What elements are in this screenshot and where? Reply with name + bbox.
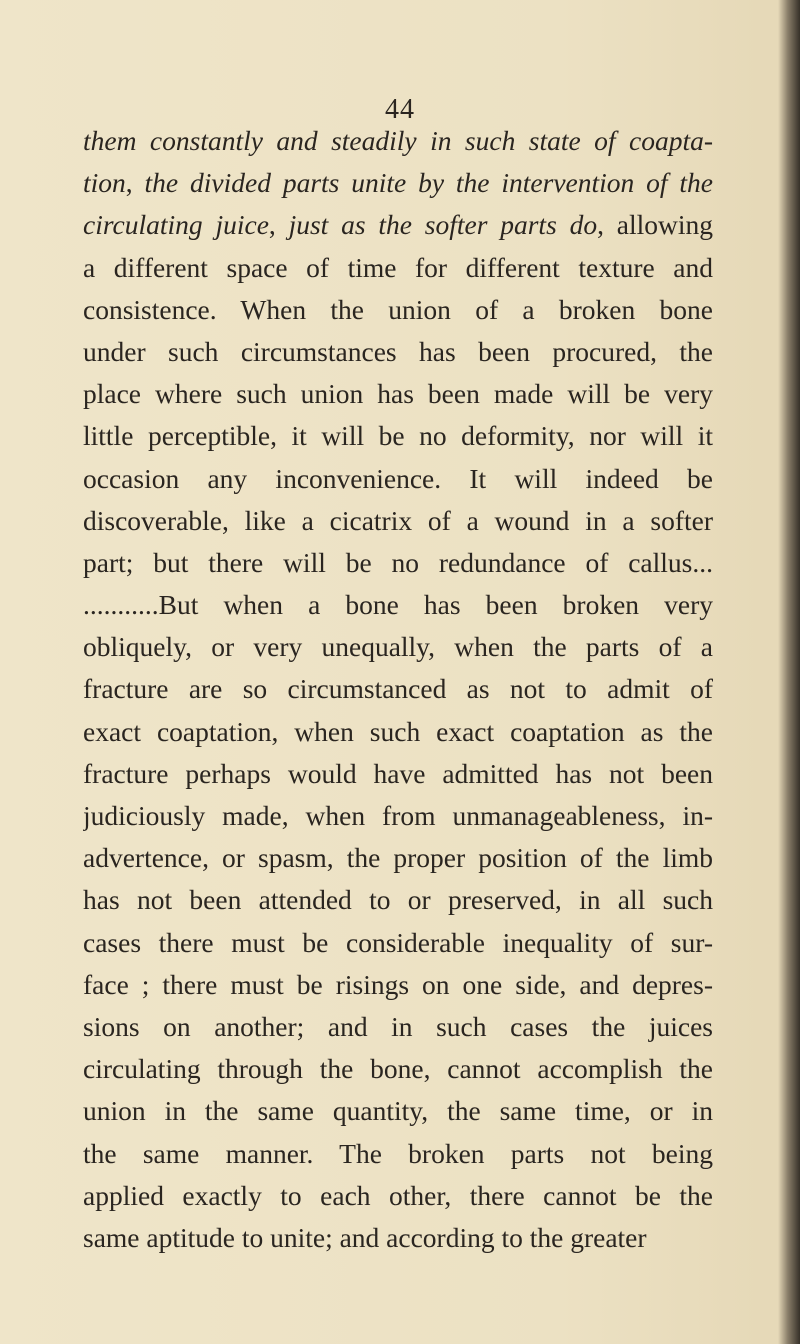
text-line bbox=[83, 500, 713, 542]
text-line bbox=[83, 162, 713, 204]
text-line bbox=[83, 247, 713, 289]
text-line bbox=[83, 584, 713, 626]
text-run: , allowing bbox=[597, 209, 713, 241]
text-run: under such circumstances has been procured, the bbox=[83, 335, 713, 367]
text-line bbox=[83, 837, 713, 879]
page-edge-shadow bbox=[778, 0, 800, 1344]
text-line bbox=[83, 373, 713, 415]
text-line bbox=[83, 542, 713, 584]
text-run: face ; there must be risings on one side, and depres- bbox=[83, 968, 713, 1000]
text-run: same aptitude to unite; and according to the greater bbox=[83, 1221, 647, 1253]
text-line bbox=[83, 1175, 713, 1217]
text-run: sions on another; and in such cases the juices bbox=[83, 1010, 713, 1042]
italic-text: just as the softer parts do bbox=[288, 209, 598, 241]
text-line bbox=[83, 289, 713, 331]
text-line bbox=[83, 922, 713, 964]
text-line bbox=[83, 1090, 713, 1132]
text-run: ...........But when a bone has been broken very bbox=[83, 589, 713, 621]
text-run: exact coaptation, when such exact coaptation as the bbox=[83, 715, 713, 747]
text-run: , bbox=[125, 167, 145, 199]
text-run: judiciously made, when from unmanageableness, in- bbox=[83, 800, 713, 831]
italic-text: the divided parts unite by the intervention of the bbox=[144, 167, 713, 199]
text-line bbox=[83, 331, 713, 373]
text-line bbox=[83, 1133, 713, 1175]
text-run: union in the same quantity, the same time, or in bbox=[83, 1095, 713, 1127]
text-line bbox=[83, 668, 713, 710]
text-run: occasion any inconvenience. It will indeed be bbox=[83, 462, 713, 494]
text-line bbox=[83, 415, 713, 457]
text-run: fracture are so circumstanced as not to admit of bbox=[83, 673, 713, 705]
italic-text: tion bbox=[83, 167, 126, 199]
text-line bbox=[83, 626, 713, 668]
page-number: 44 bbox=[385, 94, 415, 125]
text-run: advertence, or spasm, the proper position of the limb bbox=[83, 842, 713, 874]
text-run: , bbox=[268, 209, 289, 241]
text-run: little perceptible, it will be no deformity, nor will it bbox=[83, 420, 713, 452]
text-line bbox=[83, 879, 713, 921]
text-run: the same manner. The broken parts not being bbox=[83, 1137, 713, 1169]
text-line bbox=[83, 120, 713, 162]
text-run: part; but there will be no redundance of callus... bbox=[83, 546, 713, 578]
text-line bbox=[83, 458, 713, 500]
text-run: applied exactly to each other, there cannot be the bbox=[83, 1179, 713, 1211]
text-run: consistence. When the union of a broken bone bbox=[83, 293, 713, 325]
italic-text: them constantly and steadily in such state of coapta- bbox=[83, 125, 713, 156]
text-line bbox=[83, 1048, 713, 1090]
text-run: circulating through the bone, cannot accomplish the bbox=[83, 1053, 713, 1085]
text-run: discoverable, like a cicatrix of a wound in a softer bbox=[83, 504, 713, 536]
text-run: cases there must be considerable inequality of sur- bbox=[83, 926, 713, 958]
text-run: fracture perhaps would have admitted has not been bbox=[83, 757, 713, 789]
body-text bbox=[83, 120, 713, 1259]
text-run: place where such union has been made will be very bbox=[83, 378, 713, 410]
text-line bbox=[83, 964, 713, 1006]
italic-text: circulating juice bbox=[83, 209, 269, 241]
text-line bbox=[83, 711, 713, 753]
text-line bbox=[83, 795, 713, 837]
text-line bbox=[83, 753, 713, 795]
text-line bbox=[83, 204, 713, 246]
text-run: has not been attended to or preserved, in all such bbox=[83, 884, 713, 916]
text-line bbox=[83, 1006, 713, 1048]
text-run: a different space of time for different texture and bbox=[83, 251, 713, 283]
text-run: obliquely, or very unequally, when the parts of a bbox=[83, 631, 713, 663]
text-line bbox=[83, 1217, 713, 1259]
